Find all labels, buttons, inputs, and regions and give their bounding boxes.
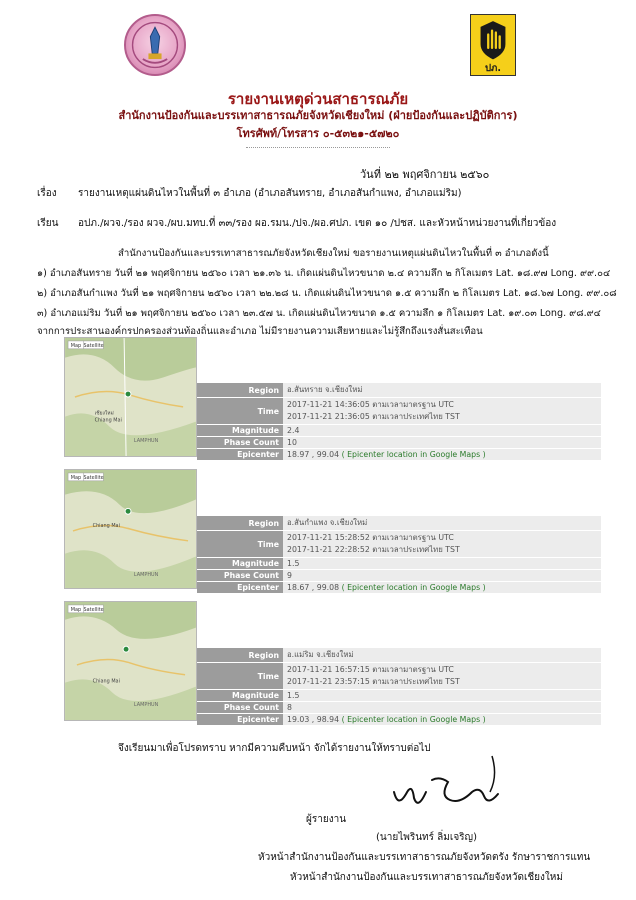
epicenter-map-link[interactable]: ( Epicenter location in Google Maps ) (341, 450, 486, 459)
time-utc: 2017-11-21 15:28:52 ตามเวลามาตรฐาน UTC (287, 533, 454, 542)
time-label: Time (197, 531, 283, 558)
phase-count-value: 8 (283, 702, 601, 714)
map-city-label-th: เชียงใหม่ (94, 410, 114, 417)
phase-count-value: 9 (283, 570, 601, 582)
time-local: 2017-11-21 23:57:15 ตามเวลาประเทศไทย TST (287, 677, 460, 686)
map-city-label: Chiang Mai (92, 523, 120, 530)
subject-label: เรื่อง (37, 188, 57, 199)
map-button-label: Map (70, 474, 82, 481)
quake-map-1 (64, 337, 197, 457)
body-item-2: ๒) อำเภอสันกำแพง วันที่ ๒๑ พฤศจิกายน ๒๕๖๐ เวลา ๒๒.๒๘ น. เกิดแผ่นดินไหวขนาด ๑.๕ ความลึก ๒ กิโลเมตร Lat. ๑๘.๖๗ Long. ๙๙.๐๘ (37, 288, 617, 299)
subject-text: รายงานเหตุแผ่นดินไหวในพื้นที่ ๓ อำเภอ (อำเภอสันทราย, อำเภอสันกำแพง, อำเภอแม่ริม) (78, 188, 462, 199)
signatory-position-1: หัวหน้าสำนักงานป้องกันและบรรเทาสาธารณภัยจังหวัดตรัง รักษาราชการแทน (258, 852, 591, 863)
header-divider (246, 147, 390, 148)
dpm-logo-text: ปภ. (485, 62, 501, 74)
map-button-label: Map (70, 606, 82, 613)
magnitude-label: Magnitude (197, 425, 283, 437)
epicenter-coords: 18.67 , 99.08 (287, 583, 340, 592)
map-area-label: LAMPHUN (133, 572, 159, 579)
quake-info-table-2 (197, 516, 601, 594)
time-local: 2017-11-21 22:28:52 ตามเวลาประเทศไทย TST (287, 545, 460, 554)
map-area-label: LAMPHUN (133, 438, 159, 445)
magnitude-label: Magnitude (197, 690, 283, 702)
signatory-name: (นายไพรินทร์ ลิ่มเจริญ) (376, 832, 477, 843)
quake-info-table-1 (197, 383, 601, 461)
body-conclusion: จากการประสานองค์กรปกครองส่วนท้องถิ่นและอำเภอ ไม่มีรายงานความเสียหายและไม่รู้สึกถึงแรงสั่นสะเทือน (37, 326, 483, 337)
region-label: Region (197, 516, 283, 531)
phase-count-label: Phase Count (197, 570, 283, 582)
quake-info-table-3 (197, 648, 601, 726)
recipient-text: อปภ./ผวจ./รอง ผวจ./ผบ.มทบ.ที่ ๓๓/รอง ผอ.รมน./ปจ./ผอ.ศปภ. เขต ๑๐ /ปชส. และหัวหน้าหน่วยงานที่เกี่ยวข้อง (78, 218, 557, 229)
dept-seal-logo (124, 14, 186, 76)
report-date: วันที่ ๒๒ พฤศจิกายน ๒๕๖๐ (360, 168, 490, 181)
report-title: รายงานเหตุด่วนสาธารณภัย (227, 90, 409, 108)
epicenter-coords: 19.03 , 98.94 (287, 715, 340, 724)
phase-count-label: Phase Count (197, 437, 283, 449)
recipient-label: เรียน (37, 218, 59, 229)
epicenter-marker-icon (125, 508, 131, 514)
magnitude-value: 1.5 (283, 558, 601, 570)
magnitude-label: Magnitude (197, 558, 283, 570)
region-label: Region (197, 648, 283, 663)
signatory-position-2: หัวหน้าสำนักงานป้องกันและบรรเทาสาธารณภัยจังหวัดเชียงใหม่ (290, 872, 563, 883)
region-label: Region (197, 383, 283, 398)
magnitude-value: 2.4 (283, 425, 601, 437)
phase-count-label: Phase Count (197, 702, 283, 714)
quake-map-3 (64, 601, 197, 721)
region-value: อ.สันทราย จ.เชียงใหม่ (283, 383, 601, 398)
time-utc: 2017-11-21 14:36:05 ตามเวลามาตรฐาน UTC (287, 400, 454, 409)
time-label: Time (197, 663, 283, 690)
epicenter-label: Epicenter (197, 582, 283, 594)
epicenter-map-link[interactable]: ( Epicenter location in Google Maps ) (341, 715, 486, 724)
map-city-label: Chiang Mai (92, 678, 120, 685)
epicenter-marker-icon (125, 391, 131, 397)
map-area-label: LAMPHUN (133, 702, 159, 709)
epicenter-map-link[interactable]: ( Epicenter location in Google Maps ) (341, 583, 486, 592)
reporter-label: ผู้รายงาน (306, 814, 347, 825)
office-telephone: โทรศัพท์/โทรสาร ๐-๕๓๒๑-๕๗๒๐ (236, 127, 400, 140)
satellite-button-label: Satellite (83, 474, 104, 481)
body-intro: สำนักงานป้องกันและบรรเทาสาธารณภัยจังหวัดเชียงใหม่ ขอรายงานเหตุแผ่นดินไหวในพื้นที่ ๓ อำเภอดังนี้ (118, 248, 549, 259)
time-local: 2017-11-21 21:36:05 ตามเวลาประเทศไทย TST (287, 412, 460, 421)
phase-count-value: 10 (283, 437, 601, 449)
time-utc: 2017-11-21 16:57:15 ตามเวลามาตรฐาน UTC (287, 665, 454, 674)
map-button-label: Map (70, 342, 82, 349)
satellite-button-label: Satellite (83, 342, 104, 349)
region-value: อ.สันกำแพง จ.เชียงใหม่ (283, 516, 601, 531)
body-item-3: ๓) อำเภอแม่ริม วันที่ ๒๑ พฤศจิกายน ๒๕๖๐ เวลา ๒๓.๕๗ น. เกิดแผ่นดินไหวขนาด ๑.๕ ความลึก ๑ กิโลเมตร Lat. ๑๙.๐๓ Long. ๙๘.๙๔ (37, 308, 601, 319)
closing-text: จึงเรียนมาเพื่อโปรดทราบ หากมีความคืบหน้า จักได้รายงานให้ทราบต่อไป (118, 743, 431, 754)
handwritten-signature (380, 752, 510, 822)
dpm-logo (470, 14, 516, 76)
satellite-button-label: Satellite (83, 606, 104, 613)
body-item-1: ๑) อำเภอสันทราย วันที่ ๒๑ พฤศจิกายน ๒๕๖๐ เวลา ๒๑.๓๖ น. เกิดแผ่นดินไหวขนาด ๒.๔ ความลึก ๒ กิโลเมตร Lat. ๑๘.๙๗ Long. ๙๙.๐๔ (37, 268, 611, 279)
office-name: สำนักงานป้องกันและบรรเทาสาธารณภัยจังหวัดเชียงใหม่ (ฝ่ายป้องกันและปฏิบัติการ) (118, 109, 518, 122)
region-value: อ.แม่ริม จ.เชียงใหม่ (283, 648, 601, 663)
quake-map-2 (64, 469, 197, 589)
epicenter-marker-icon (123, 646, 129, 652)
map-city-label: Chiang Mai (94, 417, 122, 424)
epicenter-label: Epicenter (197, 449, 283, 461)
epicenter-label: Epicenter (197, 714, 283, 726)
time-label: Time (197, 398, 283, 425)
magnitude-value: 1.5 (283, 690, 601, 702)
epicenter-coords: 18.97 , 99.04 (287, 450, 340, 459)
